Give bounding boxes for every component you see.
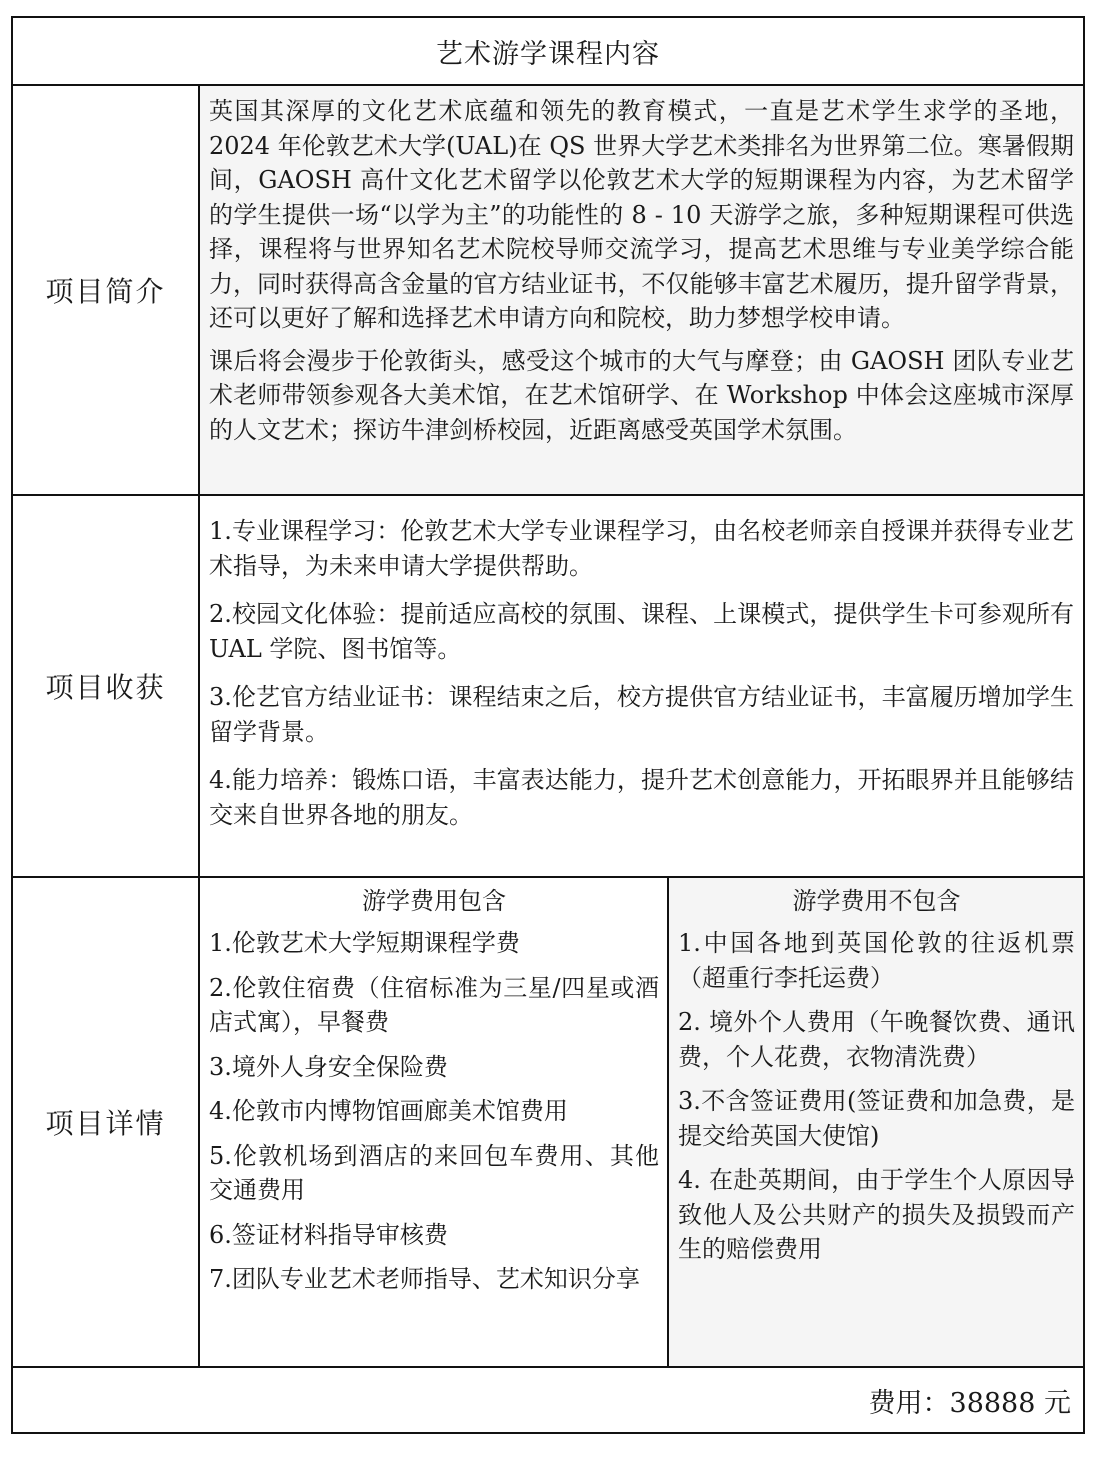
excluded-item: 3.不含签证费用(签证费和加急费，是提交给英国大使馆) (678, 1087, 1075, 1150)
details-row (13, 878, 1083, 1368)
gains-label: 项目收获 (13, 496, 200, 876)
included-item: 7.团队专业艺术老师指导、艺术知识分享 (209, 1265, 640, 1293)
included-column (200, 878, 669, 1366)
gains-content (200, 496, 1083, 876)
included-heading: 游学费用包含 (362, 887, 506, 915)
excluded-heading: 游学费用不包含 (792, 887, 961, 915)
included-item: 3.境外人身安全保险费 (209, 1052, 448, 1081)
intro-row (13, 86, 1083, 496)
excluded-item: 2. 境外个人费用（午晚餐饮费、通讯费，个人花费，衣物清洗费） (678, 1008, 1075, 1071)
gain-item: 2.校园文化体验：提前适应高校的氛围、课程、上课模式，提供学生卡可参观所有 UAL 学院、图书馆等。 (209, 600, 1074, 663)
details-content (200, 878, 1083, 1366)
intro-paragraph: 英国其深厚的文化艺术底蕴和领先的教育模式，一直是艺术学生求学的圣地，2024 年伦敦艺术大学(UAL)在 QS 世界大学艺术类排名为世界第二位。寒暑假期间，GAOSH 高什文化艺术留学以伦敦艺术大学的短期课程为内容，为艺术留学的学生提供一场“以学为主”的功能性的 8 - 10 天游学之旅，多种短期课程可供选择，课程将与世界知名艺术院校导师交流学习，提高艺术思维与专业美学综合能力，同时获得高含金量的官方结业证书，不仅能够丰富艺术履历，提升留学背景，还可以更好了解和选择艺术申请方向和院校，助力梦想学校申请。 (209, 97, 1074, 332)
gains-row (13, 496, 1083, 878)
gain-item: 3.伦艺官方结业证书：课程结束之后，校方提供官方结业证书，丰富履历增加学生留学背景。 (209, 683, 1074, 746)
gain-item: 4.能力培养：锻炼口语，丰富表达能力，提升艺术创意能力，开拓眼界并且能够结交来自世界各地的朋友。 (209, 766, 1074, 829)
details-label: 项目详情 (13, 878, 200, 1366)
included-item: 2.伦敦住宿费（住宿标准为三星/四星或酒店式寓），早餐费 (209, 973, 659, 1036)
included-item: 1.伦敦艺术大学短期课程学费 (209, 929, 520, 957)
excluded-column (669, 878, 1083, 1366)
fee-row: 费用：38888 元 (868, 1387, 1071, 1419)
included-item: 6.签证材料指导审核费 (209, 1220, 448, 1249)
included-item: 4.伦敦市内博物馆画廊美术馆费用 (209, 1097, 568, 1125)
intro-paragraph: 课后将会漫步于伦敦街头，感受这个城市的大气与摩登；由 GAOSH 团队专业艺术老师带领参观各大美术馆，在艺术馆研学、在 Workshop 中体会这座城市深厚的人文艺术；探访牛津剑桥校园，近距离感受英国学术氛围。 (209, 346, 1074, 444)
intro-label: 项目简介 (13, 86, 200, 494)
gain-item: 1.专业课程学习：伦敦艺术大学专业课程学习，由名校老师亲自授课并获得专业艺术指导，为未来申请大学提供帮助。 (209, 517, 1074, 580)
table-title: 艺术游学课程内容 (13, 18, 1083, 86)
included-item: 5.伦敦机场到酒店的来回包车费用、其他交通费用 (209, 1141, 659, 1204)
excluded-item: 4. 在赴英期间，由于学生个人原因导致他人及公共财产的损失及损毁而产生的赔偿费用 (678, 1166, 1075, 1263)
excluded-item: 1.中国各地到英国伦敦的往返机票（超重行李托运费） (678, 929, 1075, 992)
course-content-table (11, 16, 1085, 1434)
intro-content (200, 86, 1083, 494)
